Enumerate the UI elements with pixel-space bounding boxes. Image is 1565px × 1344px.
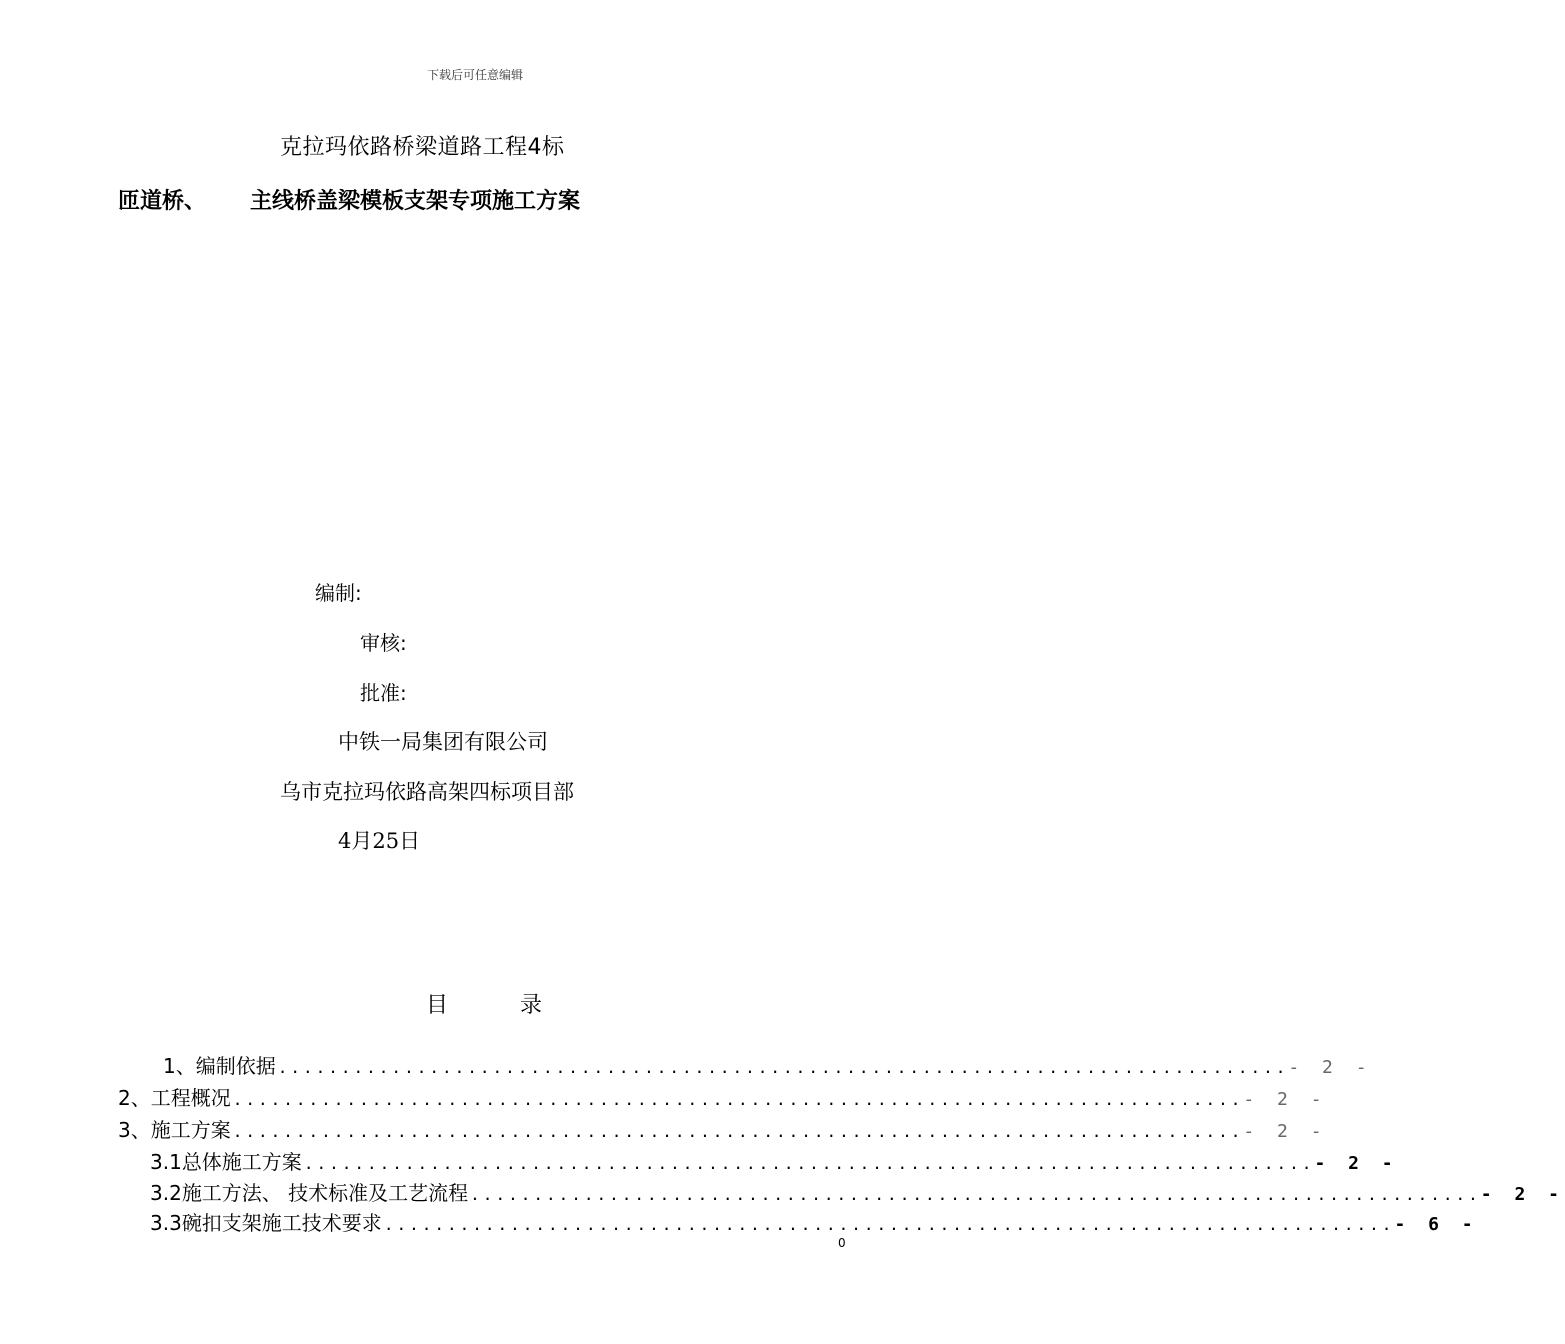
- toc-item-number: 3.3: [150, 1211, 182, 1235]
- document-title-line1: 克拉玛依路桥梁道路工程4标: [280, 135, 565, 160]
- toc-item-label: 编制依据: [195, 1054, 276, 1078]
- page-number: 0: [838, 1236, 846, 1250]
- toc-leader-dots: ................................................................................: [383, 1215, 1395, 1234]
- toc-item-number: 2、: [118, 1086, 151, 1110]
- project-department: 乌市克拉玛依路高架四标项目部: [280, 780, 574, 804]
- toc-item-page: - 6 -: [1394, 1214, 1479, 1235]
- toc-leader-dots: ................................................................................: [303, 1154, 1315, 1173]
- toc-item-label: 施工方法、 技术标准及工艺流程: [181, 1181, 469, 1205]
- toc-item-page: - 2 -: [1243, 1121, 1328, 1142]
- toc-leader-dots: ................................................................................: [232, 1090, 1244, 1109]
- company-name: 中铁一局集团有限公司: [338, 730, 548, 754]
- toc-item-page: - 2 -: [1314, 1153, 1399, 1174]
- approve-label: 批准:: [360, 681, 407, 705]
- title-line2-part2: 主线桥盖梁模板支架专项施工方案: [250, 189, 581, 214]
- document-date: 4月25日: [338, 829, 421, 853]
- toc-item-number: 1、: [163, 1054, 196, 1078]
- toc-item-3-2[interactable]: [150, 1177, 1565, 1207]
- title-line2-part1: 匝道桥、: [118, 189, 207, 214]
- toc-item-1[interactable]: [163, 1050, 1373, 1080]
- toc-item-page: - 2 -: [1243, 1089, 1328, 1110]
- review-label: 审核:: [360, 631, 407, 655]
- toc-item-3[interactable]: [118, 1114, 1328, 1144]
- toc-title-part2: 录: [520, 993, 543, 1018]
- toc-title-part1: 目: [426, 993, 449, 1018]
- toc-item-label: 施工方案: [150, 1118, 231, 1142]
- document-title-line2: [118, 184, 580, 215]
- toc-item-label: 工程概况: [150, 1086, 231, 1110]
- toc-leader-dots: ................................................................................: [232, 1122, 1244, 1141]
- compile-label: 编制:: [315, 581, 362, 605]
- toc-item-page: - 2 -: [1480, 1184, 1565, 1205]
- toc-item-label: 总体施工方案: [181, 1150, 302, 1174]
- toc-item-number: 3.2: [150, 1181, 182, 1205]
- toc-title: [426, 988, 542, 1019]
- toc-leader-dots: ................................................................................: [277, 1058, 1289, 1077]
- toc-item-number: 3.1: [150, 1150, 182, 1174]
- toc-item-2[interactable]: [118, 1082, 1328, 1112]
- toc-leader-dots: ................................................................................: [470, 1185, 1481, 1204]
- page-header: 下载后可任意编辑: [426, 68, 523, 82]
- toc-item-3-1[interactable]: [150, 1146, 1399, 1176]
- toc-item-label: 碗扣支架施工技术要求: [181, 1211, 382, 1235]
- toc-item-page: - 2 -: [1288, 1057, 1373, 1078]
- toc-item-3-3[interactable]: [150, 1207, 1479, 1237]
- toc-item-number: 3、: [118, 1118, 151, 1142]
